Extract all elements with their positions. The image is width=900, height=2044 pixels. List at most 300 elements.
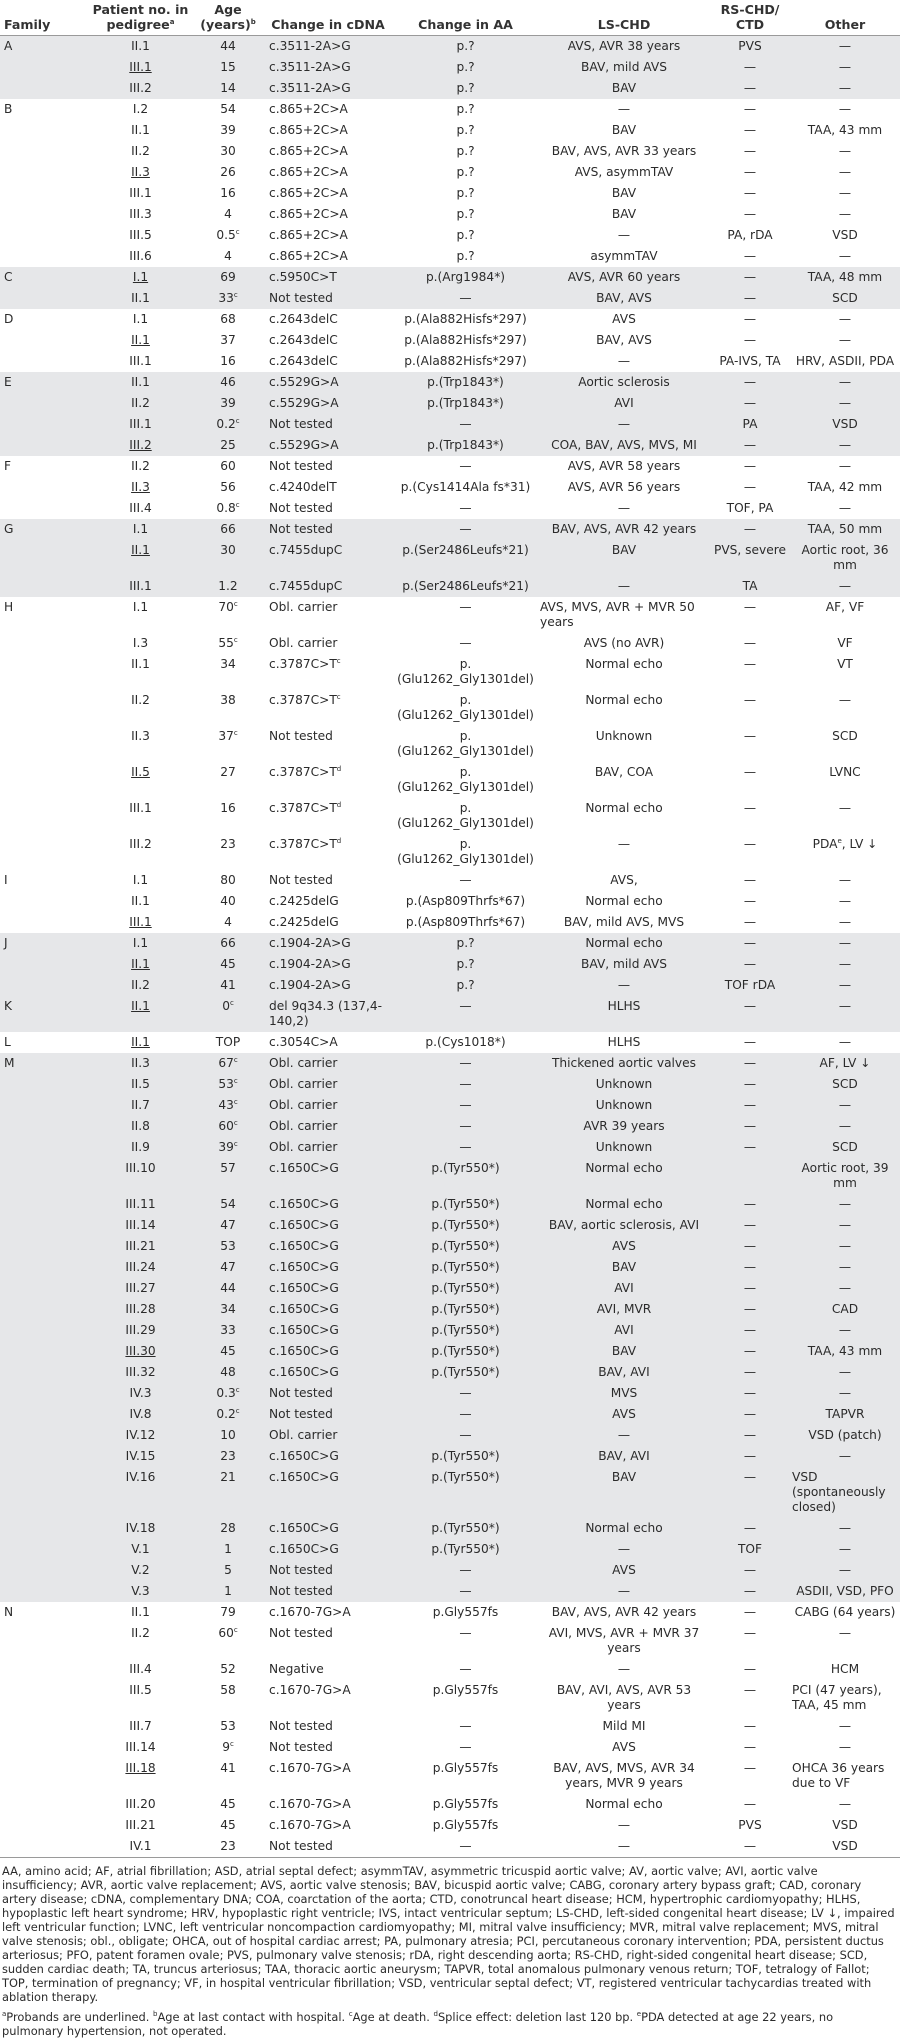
other-value: — xyxy=(838,333,852,347)
patient-id: II.2 xyxy=(131,144,150,158)
age-value: 47 xyxy=(220,1218,236,1232)
patient-id: III.4 xyxy=(129,1662,152,1676)
patient-cell xyxy=(88,1404,193,1425)
rs-chd-cell: — xyxy=(743,765,757,779)
other-cell xyxy=(790,1074,900,1095)
family-cell: A xyxy=(0,36,88,58)
patient-cell xyxy=(88,1194,193,1215)
header-age-footnote-mark: b xyxy=(250,17,256,26)
patient-id: III.2 xyxy=(129,837,152,851)
cdna-value: Not tested xyxy=(269,1719,333,1733)
rs-chd-cell: — xyxy=(710,1383,790,1404)
ls-chd-cell: Unknown xyxy=(538,1137,710,1158)
age-value: 1.2 xyxy=(218,579,238,593)
rs-chd-cell: — xyxy=(743,165,757,179)
ls-chd-cell: — xyxy=(538,1836,710,1858)
age-value: 60 xyxy=(218,1626,234,1640)
table-row xyxy=(0,1074,900,1095)
ls-chd-cell: BAV, mild AVS, MVS xyxy=(563,915,685,929)
cdna-cell xyxy=(263,1095,393,1116)
other-cell xyxy=(790,870,900,891)
family-cell xyxy=(0,1539,88,1560)
family-cell xyxy=(0,1341,88,1362)
cdna-value: c.1670-7G>A xyxy=(269,1605,351,1619)
age-cell xyxy=(193,597,263,633)
other-cell xyxy=(790,654,900,690)
header-rs-chd xyxy=(710,0,790,36)
footnote-text: Probands are underlined. xyxy=(6,2010,154,2024)
table-row xyxy=(0,1032,900,1053)
patient-cell xyxy=(88,834,193,870)
other-cell xyxy=(790,498,900,519)
patient-id: I.3 xyxy=(132,636,149,650)
age-cell xyxy=(193,1257,263,1278)
ls-chd-cell: — xyxy=(538,414,710,435)
ls-chd-cell: AVS, MVS, AVR + MVR 50 years xyxy=(540,600,695,629)
patient-cell xyxy=(88,576,193,597)
table-row xyxy=(0,975,900,996)
other-cell xyxy=(790,1758,900,1794)
age-value: 15 xyxy=(220,60,236,74)
family-cell xyxy=(0,246,88,267)
table-row xyxy=(0,1716,900,1737)
age-value: 43 xyxy=(218,1098,234,1112)
other-value: TAA, 43 mm xyxy=(807,123,883,137)
other-cell xyxy=(790,690,900,726)
aa-cell: p.(Ala882Hisfs*297) xyxy=(404,333,527,347)
age-cell xyxy=(193,1194,263,1215)
age-value: 14 xyxy=(220,81,236,95)
other-cell xyxy=(790,597,900,633)
age-cell xyxy=(193,36,263,58)
cdna-cell xyxy=(263,1680,393,1716)
age-cell xyxy=(193,330,263,351)
table-row xyxy=(0,477,900,498)
age-value: 23 xyxy=(220,837,236,851)
other-value: VSD xyxy=(832,1839,858,1853)
cdna-value: Not tested xyxy=(269,459,333,473)
age-value: 0 xyxy=(222,999,230,1013)
patient-id: III.28 xyxy=(125,1302,156,1316)
patient-id: IV.15 xyxy=(125,1449,156,1463)
patient-cell xyxy=(88,762,193,798)
other-value: — xyxy=(838,186,852,200)
age-value: 40 xyxy=(220,894,236,908)
rs-chd-cell: — xyxy=(710,519,790,540)
family-cell xyxy=(0,477,88,498)
cdna-footnote-mark: c xyxy=(336,692,341,701)
age-cell xyxy=(193,1074,263,1095)
cdna-cell xyxy=(263,1581,393,1602)
age-value: TOP xyxy=(215,1035,241,1049)
cdna-cell xyxy=(263,288,393,309)
table-row xyxy=(0,330,900,351)
patient-cell xyxy=(88,1053,193,1074)
patient-cell xyxy=(88,141,193,162)
family-cell xyxy=(0,690,88,726)
age-cell xyxy=(193,456,263,477)
age-cell xyxy=(193,1737,263,1758)
ls-chd-cell: AVS xyxy=(612,1740,636,1754)
family-cell xyxy=(0,1680,88,1716)
cdna-value: c.3511-2A>G xyxy=(269,60,351,74)
patient-cell xyxy=(88,456,193,477)
cdna-cell xyxy=(263,498,393,519)
patient-cell xyxy=(88,870,193,891)
table-row xyxy=(0,99,900,120)
age-value: 56 xyxy=(220,480,236,494)
patient-cell xyxy=(88,120,193,141)
cdna-cell xyxy=(263,1467,393,1518)
patient-cell xyxy=(88,1320,193,1341)
patient-id: II.1 xyxy=(131,894,150,908)
ls-chd-cell: — xyxy=(617,102,631,116)
age-footnote-mark: c xyxy=(233,599,238,608)
age-value: 25 xyxy=(220,438,236,452)
other-value: SCD xyxy=(832,291,858,305)
cdna-value: Obl. carrier xyxy=(269,1098,338,1112)
other-cell xyxy=(790,1539,900,1560)
age-cell xyxy=(193,1236,263,1257)
cdna-cell xyxy=(263,1032,393,1053)
ls-chd-cell: BAV, AVI xyxy=(538,1446,710,1467)
proband-id: II.1 xyxy=(131,333,150,347)
age-cell xyxy=(193,933,263,954)
patient-cell xyxy=(88,1836,193,1858)
rs-chd-cell: TOF, PA xyxy=(726,501,774,515)
cdna-value: c.1650C>G xyxy=(269,1260,339,1274)
family-cell xyxy=(0,78,88,99)
rs-chd-cell: TOF xyxy=(710,1539,790,1560)
cdna-value: c.865+2C>A xyxy=(269,102,348,116)
ls-chd-cell: Normal echo xyxy=(585,657,663,671)
other-cell xyxy=(790,183,900,204)
cdna-value: c.2425delG xyxy=(269,894,339,908)
cdna-cell xyxy=(263,1815,393,1836)
aa-cell: p.(Tyr550*) xyxy=(393,1299,538,1320)
other-value: AF, LV ↓ xyxy=(819,1056,871,1070)
ls-chd-cell: — xyxy=(617,354,631,368)
patient-id: II.1 xyxy=(131,1605,150,1619)
other-value: PDA xyxy=(812,837,838,851)
age-value: 45 xyxy=(220,957,236,971)
family-cell: F xyxy=(4,459,12,473)
table-row xyxy=(0,1467,900,1518)
other-cell xyxy=(790,162,900,183)
patient-cell xyxy=(88,1158,193,1194)
cdna-value: Obl. carrier xyxy=(269,1056,338,1070)
table-row xyxy=(0,162,900,183)
other-value: — xyxy=(838,249,852,263)
other-cell xyxy=(790,1581,900,1602)
patient-id: III.11 xyxy=(125,1197,156,1211)
age-cell xyxy=(193,1602,263,1623)
cdna-value: c.865+2C>A xyxy=(269,186,348,200)
cdna-value: Not tested xyxy=(269,291,333,305)
age-value: 26 xyxy=(220,165,236,179)
patient-id: III.6 xyxy=(129,249,152,263)
patient-cell xyxy=(88,690,193,726)
header-age xyxy=(193,0,263,36)
cdna-value: c.4240delT xyxy=(269,480,337,494)
cdna-value: c.1650C>G xyxy=(269,1281,339,1295)
rs-chd-cell: — xyxy=(743,693,757,707)
header-cdna-label: Change in cDNA xyxy=(271,17,385,32)
cdna-cell xyxy=(263,1053,393,1074)
other-cell xyxy=(790,1623,900,1659)
age-cell xyxy=(193,1158,263,1194)
family-cell xyxy=(0,654,88,690)
rs-chd-cell: — xyxy=(710,1446,790,1467)
other-value: — xyxy=(838,39,852,53)
other-cell xyxy=(790,1737,900,1758)
table-row xyxy=(0,1095,900,1116)
cdna-value: c.3054C>A xyxy=(269,1035,338,1049)
cdna-value: c.865+2C>A xyxy=(269,123,348,137)
rs-chd-cell: — xyxy=(710,1341,790,1362)
aa-cell: — xyxy=(459,600,472,614)
aa-cell: p.Gly557fs xyxy=(432,1818,499,1832)
family-cell xyxy=(0,1794,88,1815)
other-cell xyxy=(790,1836,900,1858)
aa-cell: p.Gly557fs xyxy=(432,1605,499,1619)
aa-cell: p.(Tyr550*) xyxy=(393,1236,538,1257)
table-row xyxy=(0,36,900,58)
table-row xyxy=(0,1158,900,1194)
footnote-text: Age at death. xyxy=(352,2010,434,2024)
cdna-value: c.1650C>G xyxy=(269,1218,339,1232)
rs-chd-cell: — xyxy=(710,1116,790,1137)
family-cell: H xyxy=(4,600,14,614)
table-row xyxy=(0,1815,900,1836)
other-value: — xyxy=(838,1740,852,1754)
cdna-cell xyxy=(263,654,393,690)
cdna-value: Not tested xyxy=(269,501,333,515)
table-row xyxy=(0,597,900,633)
cdna-cell xyxy=(263,1341,393,1362)
family-cell xyxy=(0,633,88,654)
other-cell xyxy=(790,1446,900,1467)
patient-cell xyxy=(88,1299,193,1320)
cdna-cell xyxy=(263,891,393,912)
other-cell xyxy=(790,1137,900,1158)
table-row xyxy=(0,1116,900,1137)
age-cell xyxy=(193,576,263,597)
cdna-value: c.1904-2A>G xyxy=(269,978,351,992)
rs-chd-cell: — xyxy=(743,123,757,137)
patient-id: II.5 xyxy=(131,1077,150,1091)
patient-cell xyxy=(88,477,193,498)
aa-cell: p.? xyxy=(393,933,538,954)
cdna-value: c.1650C>G xyxy=(269,1323,339,1337)
patient-cell xyxy=(88,597,193,633)
rs-chd-cell: — xyxy=(743,1662,757,1676)
family-cell xyxy=(0,576,88,597)
patient-id: II.1 xyxy=(131,123,150,137)
table-row xyxy=(0,996,900,1032)
cdna-cell xyxy=(263,975,393,996)
header-family xyxy=(0,0,88,36)
patient-id: III.10 xyxy=(125,1161,156,1175)
rs-chd-cell: — xyxy=(743,894,757,908)
rs-chd-cell: — xyxy=(710,1404,790,1425)
family-cell xyxy=(0,393,88,414)
family-cell xyxy=(0,1137,88,1158)
age-cell xyxy=(193,996,263,1032)
cdna-value: Not tested xyxy=(269,873,333,887)
other-value: AF, VF xyxy=(825,600,865,614)
age-value: 57 xyxy=(220,1161,236,1175)
patient-cell xyxy=(88,1383,193,1404)
ls-chd-cell: AVS, AVR 56 years xyxy=(567,480,681,494)
rs-chd-cell: — xyxy=(743,1626,757,1640)
family-cell xyxy=(0,912,88,933)
aa-cell: p.? xyxy=(393,78,538,99)
patient-id: IV.12 xyxy=(125,1428,156,1442)
age-value: 45 xyxy=(220,1818,236,1832)
patient-cell xyxy=(88,1446,193,1467)
age-cell xyxy=(193,1341,263,1362)
proband-id: I.1 xyxy=(132,270,149,284)
other-footnote-mark: e xyxy=(837,836,842,845)
proband-id: III.1 xyxy=(129,915,152,929)
age-footnote-mark: c xyxy=(229,998,234,1007)
ls-chd-cell: AVS, AVR 58 years xyxy=(567,459,681,473)
ls-chd-cell: BAV xyxy=(611,186,637,200)
other-cell xyxy=(790,1716,900,1737)
other-cell xyxy=(790,414,900,435)
cdna-cell xyxy=(263,78,393,99)
age-cell xyxy=(193,351,263,372)
header-cdna xyxy=(263,0,393,36)
other-value: — xyxy=(838,1563,852,1577)
patient-id: III.7 xyxy=(129,1719,152,1733)
patient-id: II.1 xyxy=(131,39,150,53)
age-value: 54 xyxy=(220,102,236,116)
cdna-cell xyxy=(263,1623,393,1659)
rs-chd-cell: PVS, severe xyxy=(710,540,790,576)
age-cell xyxy=(193,1404,263,1425)
aa-cell: — xyxy=(393,1836,538,1858)
family-cell xyxy=(0,183,88,204)
patient-cell xyxy=(88,36,193,58)
rs-chd-cell: — xyxy=(710,1257,790,1278)
patient-id: III.24 xyxy=(125,1260,156,1274)
age-value: 70 xyxy=(218,600,234,614)
age-value: 39 xyxy=(220,123,236,137)
age-cell xyxy=(193,414,263,435)
cdna-cell xyxy=(263,246,393,267)
patient-id: III.1 xyxy=(129,354,152,368)
age-value: 60 xyxy=(218,1119,234,1133)
aa-cell: p.Gly557fs xyxy=(432,1797,499,1811)
family-cell xyxy=(0,1518,88,1539)
header-rs-chd-label: RS-CHD/ CTD xyxy=(720,2,780,32)
ls-chd-cell: — xyxy=(538,1539,710,1560)
cdna-value: Obl. carrier xyxy=(269,1140,338,1154)
family-cell xyxy=(0,1194,88,1215)
ls-chd-cell: BAV, AVS, AVR 33 years xyxy=(551,144,697,158)
cdna-value: Not tested xyxy=(269,1839,333,1853)
other-value: — xyxy=(838,1386,852,1400)
family-cell xyxy=(0,1560,88,1581)
other-cell xyxy=(790,1680,900,1716)
table-row xyxy=(0,798,900,834)
cdna-value: Obl. carrier xyxy=(269,600,338,614)
aa-cell: — xyxy=(459,1662,472,1676)
table-row xyxy=(0,690,900,726)
patient-cell xyxy=(88,1362,193,1383)
rs-chd-cell: — xyxy=(710,372,790,393)
cdna-cell xyxy=(263,1158,393,1194)
patient-id: III.14 xyxy=(125,1218,156,1232)
age-cell xyxy=(193,477,263,498)
patient-id: III.3 xyxy=(129,207,152,221)
family-cell xyxy=(0,1716,88,1737)
table-row xyxy=(0,57,900,78)
other-value: SCD xyxy=(832,1077,858,1091)
patient-id: III.32 xyxy=(125,1365,156,1379)
rs-chd-cell: PA, rDA xyxy=(727,228,773,242)
cdna-value: c.1650C>G xyxy=(269,1197,339,1211)
table-row xyxy=(0,372,900,393)
table-row xyxy=(0,1518,900,1539)
table-row xyxy=(0,540,900,576)
ls-chd-cell: — xyxy=(538,576,710,597)
aa-cell: — xyxy=(459,1626,472,1640)
other-cell xyxy=(790,456,900,477)
aa-cell: — xyxy=(393,288,538,309)
family-cell: I xyxy=(4,873,8,887)
ls-chd-cell: Thickened aortic valves xyxy=(538,1053,710,1074)
aa-cell: p.(Tyr550*) xyxy=(393,1539,538,1560)
patient-id: III.21 xyxy=(125,1818,156,1832)
age-cell xyxy=(193,519,263,540)
ls-chd-cell: BAV xyxy=(538,78,710,99)
cdna-value: Not tested xyxy=(269,417,333,431)
other-value: — xyxy=(838,1218,852,1232)
ls-chd-cell: MVS xyxy=(538,1383,710,1404)
other-cell xyxy=(790,288,900,309)
cdna-value: c.5529G>A xyxy=(269,396,339,410)
patient-cell xyxy=(88,288,193,309)
table-row xyxy=(0,1194,900,1215)
rs-chd-cell: — xyxy=(743,729,757,743)
aa-cell: — xyxy=(393,519,538,540)
table-row xyxy=(0,309,900,330)
rs-chd-cell: — xyxy=(710,1194,790,1215)
other-cell xyxy=(790,99,900,120)
ls-chd-cell: AVS (no AVR) xyxy=(583,636,665,650)
age-value: 39 xyxy=(218,1140,234,1154)
cdna-cell xyxy=(263,1137,393,1158)
patient-cell xyxy=(88,1341,193,1362)
age-value: 0.2 xyxy=(216,1407,236,1421)
other-value: VSD (patch) xyxy=(808,1428,882,1442)
aa-cell: p.? xyxy=(393,975,538,996)
patient-id: III.5 xyxy=(129,228,152,242)
cdna-cell xyxy=(263,633,393,654)
table-row xyxy=(0,414,900,435)
aa-cell: — xyxy=(459,459,472,473)
ls-chd-cell: COA, BAV, AVS, MVS, MI xyxy=(538,435,710,456)
patient-cell xyxy=(88,933,193,954)
age-cell xyxy=(193,1560,263,1581)
other-cell xyxy=(790,1257,900,1278)
table-row xyxy=(0,1560,900,1581)
patient-cell xyxy=(88,351,193,372)
other-cell xyxy=(790,1560,900,1581)
